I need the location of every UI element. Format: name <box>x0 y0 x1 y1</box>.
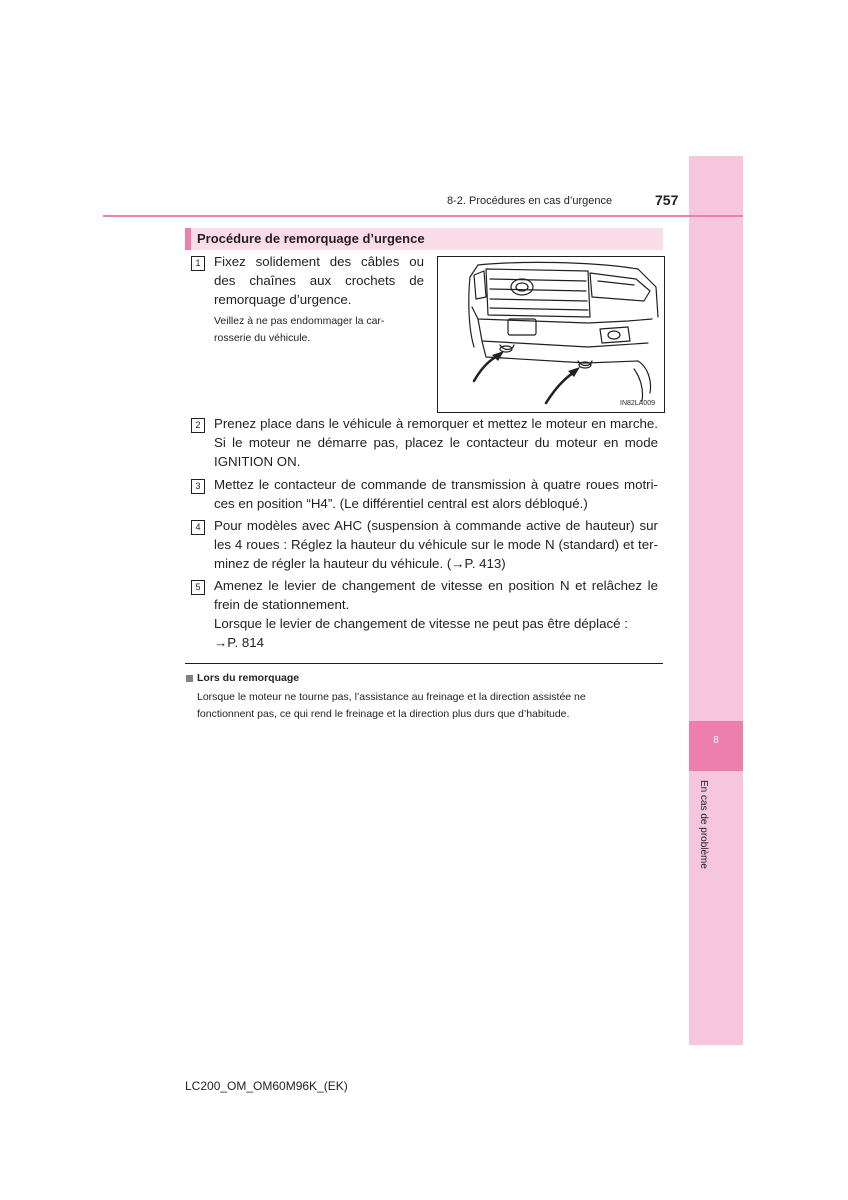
step-number-box: 5 <box>191 580 205 595</box>
chapter-tab-active <box>689 721 743 771</box>
towing-hooks-illustration <box>437 256 665 413</box>
step-5-line: Lorsque le levier de changement de vitesse ne peut pas être déplacé : <box>214 616 628 631</box>
step-5-line: frein de stationnement. <box>214 597 350 612</box>
step-1-text <box>214 252 424 309</box>
step-4-line: Pour modèles avec AHC (suspension à commande active de hauteur) sur <box>214 518 658 533</box>
step-1-line: remorquage d’urgence. <box>214 292 352 307</box>
note-body <box>197 689 659 723</box>
page-number: 757 <box>655 192 679 208</box>
page-title: Procédure de remorquage d’urgence <box>197 231 425 246</box>
step-1-note <box>214 313 424 347</box>
chapter-label: En cas de problème <box>698 780 709 869</box>
step-5-line: →P. 814 <box>214 635 265 650</box>
header-rule <box>103 215 743 217</box>
step-number-box: 2 <box>191 418 205 433</box>
note-title: Lors du remorquage <box>197 672 300 684</box>
vehicle-front-drawing <box>438 257 664 412</box>
note-line: Lorsque le moteur ne tourne pas, l’assistance au freinage et la direction assistée ne <box>197 691 586 703</box>
step-5-line: Amenez le levier de changement de vitesse en position N et relâchez le <box>214 578 658 593</box>
chapter-tab <box>689 156 743 1045</box>
step-4-text <box>214 516 658 573</box>
step-number-box: 1 <box>191 256 205 271</box>
step-4-line: minez de régler la hauteur du véhicule. (→P. 413) <box>214 556 506 571</box>
step-1-line: Fixez solidement des câbles ou <box>214 254 424 269</box>
step-2-line: Prenez place dans le véhicule à remorquer et mettez le moteur en marche. <box>214 416 658 431</box>
note-line: fonctionnent pas, ce qui rend le freinage et la direction plus durs que d’habitude. <box>197 708 570 720</box>
step-2-text <box>214 414 658 471</box>
title-bar-accent <box>185 228 191 250</box>
step-3-text <box>214 475 658 513</box>
step-3-line: ces en position “H4”. (Le différentiel central est alors débloqué.) <box>214 496 588 511</box>
document-code: LC200_OM_OM60M96K_(EK) <box>185 1079 348 1093</box>
step-1-note-line: Veillez à ne pas endommager la car- <box>214 315 385 327</box>
chapter-number: 8 <box>713 735 719 746</box>
step-number-box: 4 <box>191 520 205 535</box>
step-2-line: Si le moteur ne démarre pas, placez le contacteur du moteur en mode <box>214 435 658 450</box>
section-reference: 8-2. Procédures en cas d’urgence <box>447 195 613 207</box>
step-2-line: IGNITION ON. <box>214 454 301 469</box>
step-4-line: les 4 roues : Réglez la hauteur du véhicule sur le mode N (standard) et ter- <box>214 537 658 552</box>
step-5-text <box>214 576 658 652</box>
figure-code: IN82LA009 <box>620 400 656 407</box>
step-1-line: des chaînes aux crochets de <box>214 273 424 288</box>
note-bullet-icon <box>186 675 193 682</box>
step-3-line: Mettez le contacteur de commande de transmission à quatre roues motri- <box>214 477 658 492</box>
note-divider <box>185 663 663 664</box>
step-1-note-line: rosserie du véhicule. <box>214 332 311 344</box>
step-number-box: 3 <box>191 479 205 494</box>
